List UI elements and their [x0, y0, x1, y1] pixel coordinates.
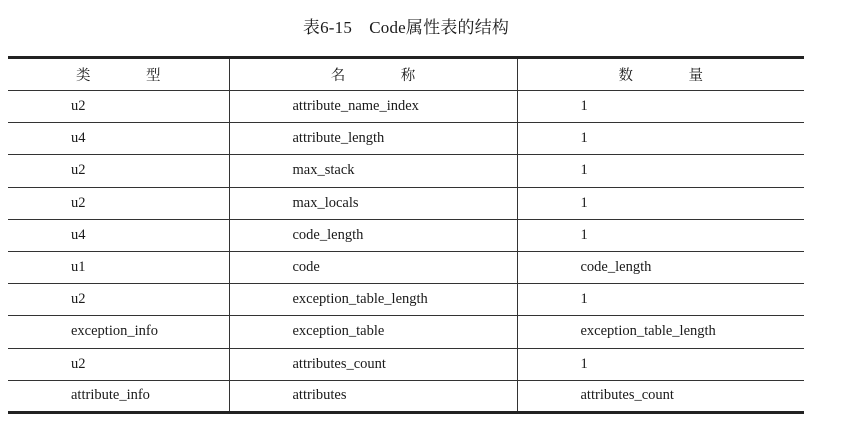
cell-quantity: attributes_count: [517, 380, 804, 412]
cell-quantity: code_length: [517, 251, 804, 283]
cell-quantity: exception_table_length: [517, 316, 804, 348]
cell-quantity: 1: [517, 123, 804, 155]
cell-quantity: 1: [517, 219, 804, 251]
table-row: [8, 316, 804, 348]
cell-type: u4: [8, 123, 229, 155]
table-row: [8, 284, 804, 316]
cell-name: attribute_name_index: [229, 91, 517, 123]
cell-type: u2: [8, 284, 229, 316]
table-row: [8, 91, 804, 123]
table-row: [8, 155, 804, 187]
cell-type: u2: [8, 348, 229, 380]
table-row: [8, 380, 804, 412]
code-attribute-table-container: [8, 56, 804, 414]
table-header-row: [8, 58, 804, 91]
cell-quantity: 1: [517, 187, 804, 219]
header-name: 名 称: [229, 58, 517, 91]
cell-quantity: 1: [517, 91, 804, 123]
cell-quantity: 1: [517, 155, 804, 187]
table-row: [8, 251, 804, 283]
cell-type: u4: [8, 219, 229, 251]
cell-type: u2: [8, 187, 229, 219]
code-attribute-table: [8, 56, 804, 414]
cell-name: max_stack: [229, 155, 517, 187]
table-caption: 表6-15 Code属性表的结构: [302, 18, 510, 37]
cell-type: u1: [8, 251, 229, 283]
cell-type: u2: [8, 155, 229, 187]
cell-quantity: 1: [517, 284, 804, 316]
cell-name: exception_table: [229, 316, 517, 348]
cell-name: max_locals: [229, 187, 517, 219]
cell-name: code: [229, 251, 517, 283]
table-row: [8, 348, 804, 380]
cell-type: exception_info: [8, 316, 229, 348]
cell-quantity: 1: [517, 348, 804, 380]
cell-name: exception_table_length: [229, 284, 517, 316]
table-row: [8, 123, 804, 155]
cell-type: u2: [8, 91, 229, 123]
cell-name: attributes: [229, 380, 517, 412]
cell-name: attributes_count: [229, 348, 517, 380]
table-row: [8, 219, 804, 251]
header-quantity: 数 量: [517, 58, 804, 91]
cell-name: attribute_length: [229, 123, 517, 155]
cell-type: attribute_info: [8, 380, 229, 412]
cell-name: code_length: [229, 219, 517, 251]
table-row: [8, 187, 804, 219]
header-type: 类 型: [8, 58, 229, 91]
